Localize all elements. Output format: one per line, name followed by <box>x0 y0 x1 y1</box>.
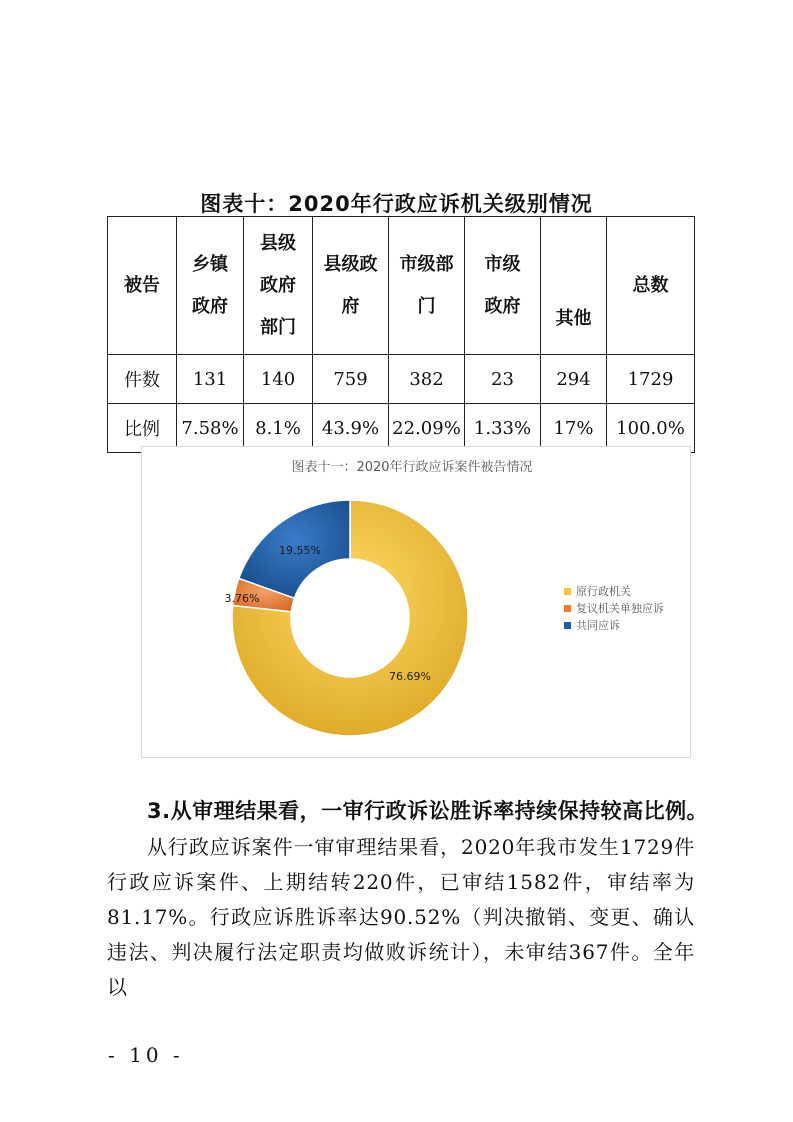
legend-swatch <box>564 588 571 595</box>
table-header-row <box>108 217 695 355</box>
slice-label: 76.69% <box>389 670 431 683</box>
table-row-count <box>108 355 695 404</box>
body-paragraph: 从行政应诉案件一审审理结果看，2020年我市发生1729件行政应诉案件、上期结转220件，已审结1582件，审结率为81.17%。行政应诉胜诉率达90.52%（判决撤销、变更、确认违法、判决履行法定职责均做败诉统计），未审结367件。全年以 <box>107 835 695 999</box>
section-heading: 3.从审理结果看，一审行政诉讼胜诉率持续保持较高比例。 <box>147 799 709 823</box>
slice-label: 19.55% <box>279 544 321 557</box>
table-cell: 8.1% <box>244 404 313 453</box>
header-cell: 县级政府 <box>313 217 389 355</box>
legend-swatch <box>564 622 571 629</box>
chart-title: 图表十一：2020年行政应诉案件被告情况 <box>291 460 533 475</box>
table-cell: 759 <box>313 355 389 404</box>
donut-chart <box>141 446 691 758</box>
table-cell: 43.9% <box>313 404 389 453</box>
table-cell: 140 <box>244 355 313 404</box>
header-cell: 其他 <box>541 217 607 355</box>
table-cell: 100.0% <box>607 404 695 453</box>
table-cell: 382 <box>389 355 465 404</box>
header-cell: 被告 <box>108 217 177 355</box>
table-cell: 1729 <box>607 355 695 404</box>
agency-level-table <box>107 216 695 453</box>
table-cell: 294 <box>541 355 607 404</box>
legend-label: 原行政机关 <box>576 585 631 598</box>
table-cell: 7.58% <box>177 404 244 453</box>
legend-swatch <box>564 605 571 612</box>
row-label: 件数 <box>108 355 177 404</box>
table-cell: 131 <box>177 355 244 404</box>
table-cell: 17% <box>541 404 607 453</box>
donut-chart-svg <box>142 447 690 757</box>
header-cell: 市级政府 <box>465 217 541 355</box>
header-cell: 总数 <box>607 217 695 355</box>
slice-label: 3.76% <box>224 592 260 605</box>
table-title: 图表十：2020年行政应诉机关级别情况 <box>200 192 593 216</box>
table-cell: 22.09% <box>389 404 465 453</box>
legend-label: 复议机关单独应诉 <box>576 602 664 615</box>
header-cell: 市级部门 <box>389 217 465 355</box>
row-label: 比例 <box>108 404 177 453</box>
page-number: - 10 - <box>108 1043 184 1067</box>
table-cell: 23 <box>465 355 541 404</box>
header-cell: 县级政府部门 <box>244 217 313 355</box>
header-cell: 乡镇政府 <box>177 217 244 355</box>
legend-label: 共同应诉 <box>576 619 620 632</box>
table-cell: 1.33% <box>465 404 541 453</box>
